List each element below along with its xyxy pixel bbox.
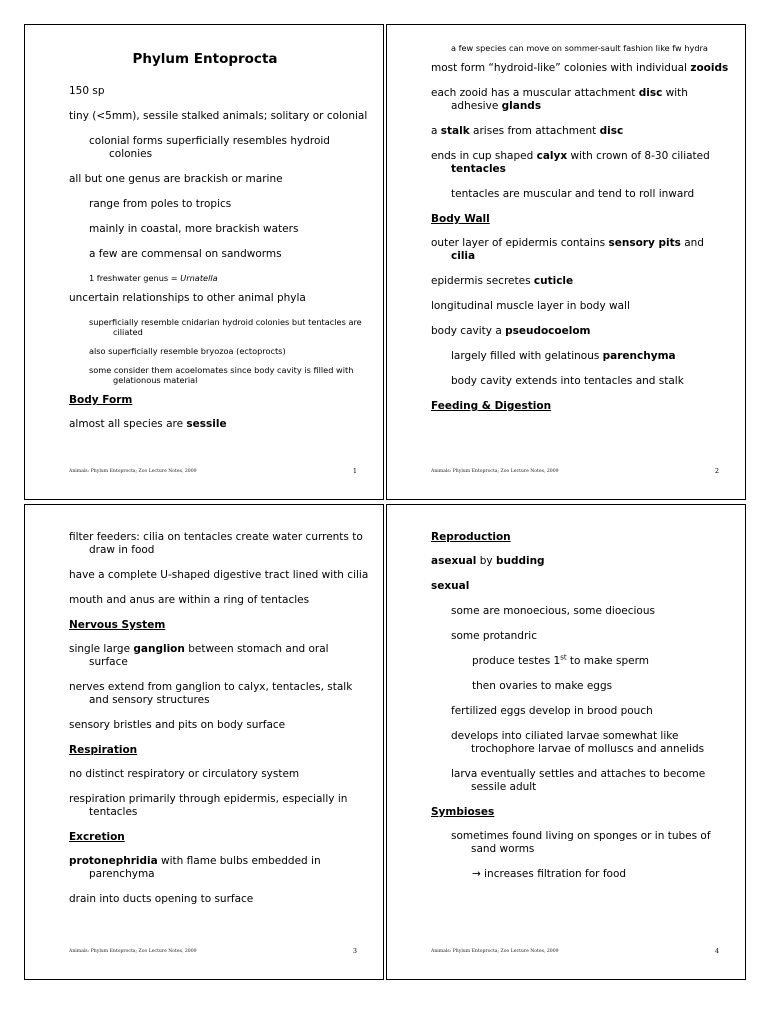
bold-term: asexual bbox=[431, 555, 477, 567]
section-heading: Feeding & Digestion bbox=[431, 400, 552, 412]
text-span: outer layer of epidermis contains bbox=[431, 237, 609, 249]
text-line: no distinct respiratory or circulatory system bbox=[69, 768, 300, 780]
page-number: 2 bbox=[714, 467, 719, 475]
bold-term: sensory pits bbox=[608, 237, 681, 249]
slide-title: Phylum Entoprocta bbox=[132, 51, 278, 67]
text-line: 150 sp bbox=[69, 85, 105, 97]
bold-term: zooids bbox=[690, 62, 729, 74]
text-span: largely filled with gelatinous bbox=[451, 350, 603, 362]
text-span: to make sperm bbox=[566, 655, 649, 667]
text-line: then ovaries to make eggs bbox=[472, 680, 613, 692]
genus-name: Urnatella bbox=[180, 273, 218, 283]
text-span: produce testes 1 bbox=[472, 655, 561, 667]
slide-footer: Animals: Phylum Entoprocta; Zoo Lecture Notes, 2009 bbox=[69, 949, 197, 954]
text-line: mouth and anus are within a ring of tentacles bbox=[69, 594, 310, 606]
text-span: most form “hydroid-like” colonies with individual bbox=[431, 62, 691, 74]
text-line: develops into ciliated larvae somewhat like trochophore larvae of molluscs and annelids bbox=[451, 730, 705, 755]
page-number: 1 bbox=[352, 467, 357, 475]
text-line bbox=[431, 237, 731, 263]
bold-term: sessile bbox=[186, 418, 227, 430]
bold-term: ganglion bbox=[133, 643, 185, 655]
text-line: body cavity extends into tentacles and stalk bbox=[451, 375, 684, 387]
section-heading: Respiration bbox=[69, 744, 138, 756]
slide-1 bbox=[24, 24, 384, 500]
section-heading: Excretion bbox=[69, 831, 125, 843]
bold-term: glands bbox=[501, 100, 542, 112]
bold-term: pseudocoelom bbox=[505, 325, 591, 337]
text-span: ends in cup shaped bbox=[431, 150, 537, 162]
text-line bbox=[69, 643, 369, 669]
bold-term: parenchyma bbox=[602, 350, 676, 362]
text-span: between stomach and oral surface bbox=[89, 643, 329, 668]
slide-footer: Animals: Phylum Entoprocta; Zoo Lecture Notes, 2009 bbox=[431, 469, 559, 474]
bold-term: disc bbox=[638, 87, 663, 99]
bold-term: stalk bbox=[440, 125, 470, 137]
text-line: uncertain relationships to other animal phyla bbox=[69, 292, 306, 304]
text-line: tentacles are muscular and tend to roll inward bbox=[451, 188, 695, 200]
text-span: epidermis secretes bbox=[431, 275, 534, 287]
slide-content bbox=[431, 45, 731, 424]
section-heading: Body Form bbox=[69, 394, 133, 406]
text-line: nerves extend from ganglion to calyx, tentacles, stalk and sensory structures bbox=[69, 681, 353, 706]
text-line bbox=[431, 150, 731, 176]
small-note bbox=[89, 273, 369, 283]
page-number: 3 bbox=[352, 947, 357, 955]
text-line: filter feeders: cilia on tentacles create water currents to draw in food bbox=[69, 531, 363, 556]
text-span: body cavity a bbox=[431, 325, 506, 337]
text-span: single large bbox=[69, 643, 134, 655]
small-note: some consider them acoelomates since body cavity is filled with gelationous material bbox=[89, 365, 354, 385]
text-line: sometimes found living on sponges or in tubes of sand worms bbox=[451, 830, 711, 855]
text-span: by bbox=[476, 555, 496, 567]
text-span: almost all species are bbox=[69, 418, 187, 430]
text-line bbox=[69, 855, 369, 881]
text-line: colonial forms superficially resembles hydroid colonies bbox=[89, 135, 330, 160]
section-heading: Nervous System bbox=[69, 619, 166, 631]
bold-term: tentacles bbox=[451, 163, 506, 175]
text-span: with adhesive bbox=[451, 87, 688, 112]
text-line: fertilized eggs develop in brood pouch bbox=[451, 705, 653, 717]
text-line bbox=[431, 87, 731, 113]
text-line bbox=[472, 655, 731, 668]
slide-footer: Animals: Phylum Entoprocta; Zoo Lecture Notes, 2009 bbox=[431, 949, 559, 954]
text-line: sensory bristles and pits on body surface bbox=[69, 719, 286, 731]
text-line bbox=[431, 325, 731, 338]
slide-4 bbox=[386, 504, 746, 980]
text-line bbox=[69, 418, 369, 431]
text-line: have a complete U-shaped digestive tract lined with cilia bbox=[69, 569, 369, 581]
text-line: mainly in coastal, more brackish waters bbox=[89, 223, 299, 235]
bold-term: calyx bbox=[536, 150, 568, 162]
text-line: some are monoecious, some dioecious bbox=[451, 605, 655, 617]
text-line bbox=[431, 275, 731, 288]
small-note: also superficially resemble bryozoa (ectoprocts) bbox=[89, 346, 286, 356]
section-heading: Reproduction bbox=[431, 531, 511, 543]
text-span: arises from attachment bbox=[469, 125, 600, 137]
text-line: respiration primarily through epidermis, especially in tentacles bbox=[69, 793, 348, 818]
bold-term: sexual bbox=[431, 580, 470, 592]
slide-2 bbox=[386, 24, 746, 500]
text-line: tiny (<5mm), sessile stalked animals; solitary or colonial bbox=[69, 110, 368, 122]
page-number: 4 bbox=[714, 947, 719, 955]
bold-term: cilia bbox=[451, 250, 476, 262]
text-span: with flame bulbs embedded in parenchyma bbox=[89, 855, 321, 880]
text-span: and bbox=[680, 237, 704, 249]
text-span: a bbox=[431, 125, 441, 137]
text-line bbox=[431, 125, 731, 138]
bold-term: protonephridia bbox=[69, 855, 158, 867]
text-span: with crown of 8-30 ciliated bbox=[567, 150, 710, 162]
text-line: range from poles to tropics bbox=[89, 198, 232, 210]
text-line: larva eventually settles and attaches to become sessile adult bbox=[451, 768, 706, 793]
small-note: a few species can move on sommer-sault fashion like fw hydra bbox=[451, 43, 708, 53]
text-line: drain into ducts opening to surface bbox=[69, 893, 254, 905]
text-line: longitudinal muscle layer in body wall bbox=[431, 300, 630, 312]
text-line: → increases filtration for food bbox=[472, 868, 627, 880]
small-note: superficially resemble cnidarian hydroid colonies but tentacles are ciliated bbox=[89, 317, 362, 337]
slide-content bbox=[69, 45, 369, 443]
superscript: st bbox=[560, 653, 567, 662]
text-line bbox=[451, 350, 731, 363]
section-heading: Symbioses bbox=[431, 806, 495, 818]
section-heading: Body Wall bbox=[431, 213, 490, 225]
slide-content bbox=[69, 531, 369, 918]
bold-term: budding bbox=[495, 555, 545, 567]
text-span: 1 freshwater genus = bbox=[89, 273, 181, 283]
text-line: a few are commensal on sandworms bbox=[89, 248, 282, 260]
text-line bbox=[431, 580, 731, 593]
bold-term: disc bbox=[599, 125, 624, 137]
slide-footer: Animals: Phylum Entoprocta; Zoo Lecture Notes, 2009 bbox=[69, 469, 197, 474]
text-line: some protandric bbox=[451, 630, 537, 642]
text-line: all but one genus are brackish or marine bbox=[69, 173, 283, 185]
slide-3 bbox=[24, 504, 384, 980]
text-line bbox=[431, 555, 731, 568]
bold-term: cuticle bbox=[533, 275, 574, 287]
text-span: each zooid has a muscular attachment bbox=[431, 87, 639, 99]
text-line bbox=[431, 62, 731, 75]
slide-content bbox=[431, 531, 731, 893]
